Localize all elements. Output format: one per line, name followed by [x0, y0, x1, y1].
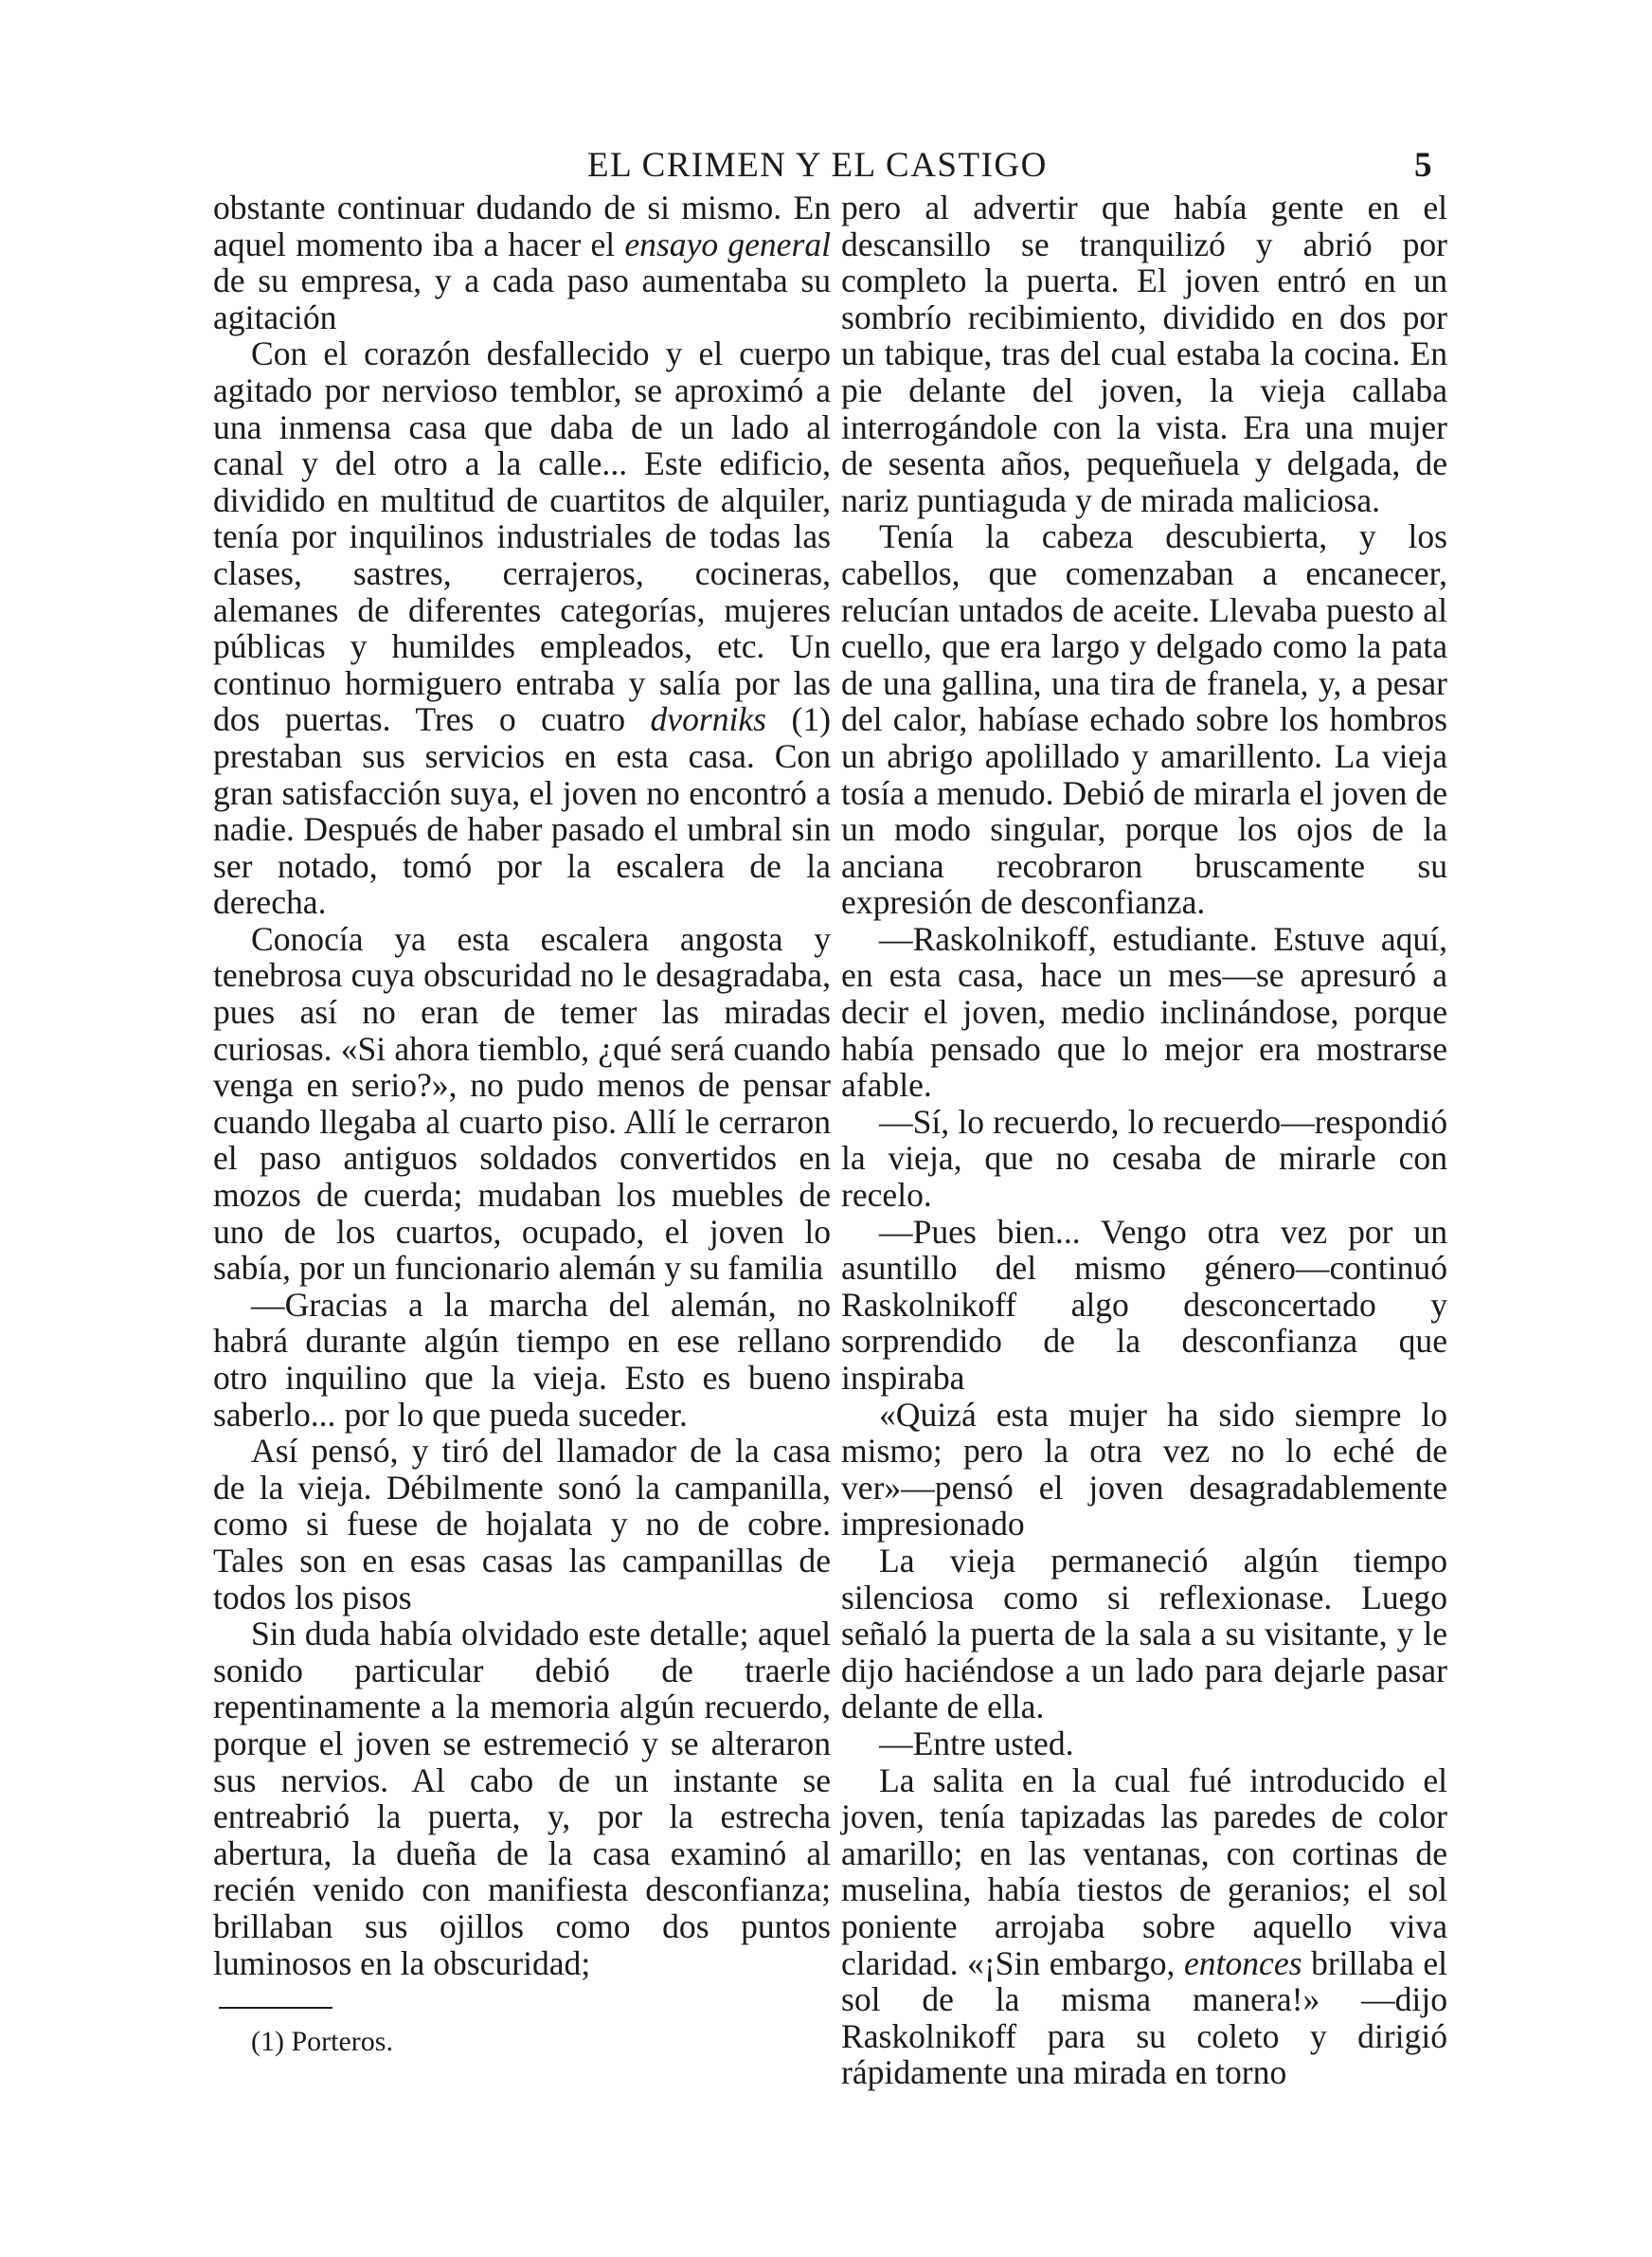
italic-term: ensayo general [624, 225, 831, 263]
paragraph-3: Conocía ya esta escalera angosta y tenebrosa cuya obscuridad no le desagradaba, pues así no eran de temer las miradas curiosas. «Si ahora tiemblo, ¿qué será cuando venga en serio?», no pudo menos de pensar cuando llegaba al cuarto piso. Allí le cerraron el paso antiguos soldados convertidos en mozos de cuerda; mudaban los muebles de uno de los cuartos, ocupado, el joven lo sabía, por un funcionario alemán y su familia [213, 919, 831, 1288]
paragraph-4: —Gracias a la marcha del alemán, no habrá durante algún tiempo en ese rellano otro inquilino que la vieja. Esto es bueno saberlo... por lo que pueda suceder. [213, 1285, 831, 1434]
footnote-rule [219, 2007, 332, 2009]
paragraph-5: Así pensó, y tiró del llamador de la casa de la vieja. Débilmente sonó la campanilla, como si fuese de hojalata y no de cobre. Tales son en esas casas las campanillas de todos los pisos [213, 1432, 831, 1616]
paragraph-9: —Raskolnikoff, estudiante. Estuve aquí, en esta casa, hace un mes—se apresuró a decir el joven, medio inclinándose, porque había pensado que lo mejor era mostrarse afable. [841, 919, 1447, 1105]
page-number: 5 [1414, 146, 1433, 185]
running-title: EL CRIMEN Y EL CASTIGO [587, 146, 1048, 185]
left-column [213, 190, 831, 2058]
paragraph-1: obstante continuar dudando de si mismo. En aquel momento iba a hacer el ensayo general de su empresa, y a cada paso aumentaba su agitación [213, 189, 831, 336]
right-column [841, 190, 1447, 2091]
paragraph-8: Tenía la cabeza descubierta, y los cabellos, que comenzaban a encanecer, relucían untados de aceite. Llevaba puesto al cuello, que era largo y delgado como la pata de una gallina, una tira de franela, y, a pesar del calor, habíase echado sobre los hombros un abrigo apolillado y amarillento. La vieja tosía a menudo. Debió de mirarla el joven de un modo singular, porque los ojos de la anciana recobraron bruscamente su expresión de desconfianza. [841, 517, 1447, 922]
italic-term: entonces [1184, 1943, 1302, 1982]
paragraph-11: —Pues bien... Vengo otra vez por un asuntillo del mismo género—continuó Raskolnikoff algo desconcertado y sorprendido de la desconfianza que inspiraba [841, 1212, 1447, 1397]
running-header [0, 145, 1652, 192]
footnote: (1) Porteros. [251, 2026, 393, 2058]
paragraph-12: «Quizá esta mujer ha sido siempre lo mismo; pero la otra vez no lo eché de ver»—pensó el joven desagradablemente impresionado [841, 1395, 1447, 1544]
paragraph-6: Sin duda había olvidado este detalle; aquel sonido particular debió de traerle repentinamente a la memoria algún recuerdo, porque el joven se estremeció y se alteraron sus nervios. Al cabo de un instante se entreabrió la puerta, y, por la estrecha abertura, la dueña de la casa examinó al recién venido con manifiesta desconfianza; brillaban sus ojillos como dos puntos luminosos en la obscuridad; [213, 1615, 831, 1982]
paragraph-7: pero al advertir que había gente en el descansillo se tranquilizó y abrió por completo la puerta. El joven entró en un sombrío recibimiento, dividido en dos por un tabique, tras del cual estaba la cocina. En pie delante del joven, la vieja callaba interrogándole con la vista. Era una mujer de sesenta años, pequeñuela y delgada, de nariz puntiaguda y de mirada maliciosa. [841, 189, 1447, 519]
paragraph-2: Con el corazón desfallecido y el cuerpo agitado por nervioso temblor, se aproximó a una inmensa casa que daba de un lado al canal y del otro a la calle... Este edificio, dividido en multitud de cuartitos de alquiler, tenía por inquilinos industriales de todas las clases, sastres, cerrajeros, cocineras, alemanes de diferentes categorías, mujeres públicas y humildes empleados, etc. Un continuo hormiguero entraba y salía por las dos puertas. Tres o cuatro dvorniks (1) prestaban sus servicios en esta casa. Con gran satisfacción suya, el joven no encontró a nadie. Después de haber pasado el umbral sin ser notado, tomó por la escalera de la derecha. [213, 334, 831, 922]
paragraph-15: La salita en la cual fué introducido el joven, tenía tapizadas las paredes de color amarillo; en las ventanas, con cortinas de muselina, había tiestos de geranios; el sol poniente arrojaba sobre aquello viva claridad. «¡Sin embargo, entonces brillaba el sol de la misma manera!» —dijo Raskolnikoff para su coleto y dirigió rápidamente una mirada en torno [841, 1760, 1447, 2092]
paragraph-13: La vieja permaneció algún tiempo silenciosa como si reflexionase. Luego señaló la puerta de la sala a su visitante, y le dijo haciéndose a un lado para dejarle pasar delante de ella. [841, 1541, 1447, 1726]
italic-term: dvorniks [650, 700, 767, 739]
paragraph-14: —Entre usted. [879, 1724, 1074, 1762]
paragraph-10: —Sí, lo recuerdo, lo recuerdo—respondió la vieja, que no cesaba de mirarle con recelo. [841, 1102, 1447, 1215]
